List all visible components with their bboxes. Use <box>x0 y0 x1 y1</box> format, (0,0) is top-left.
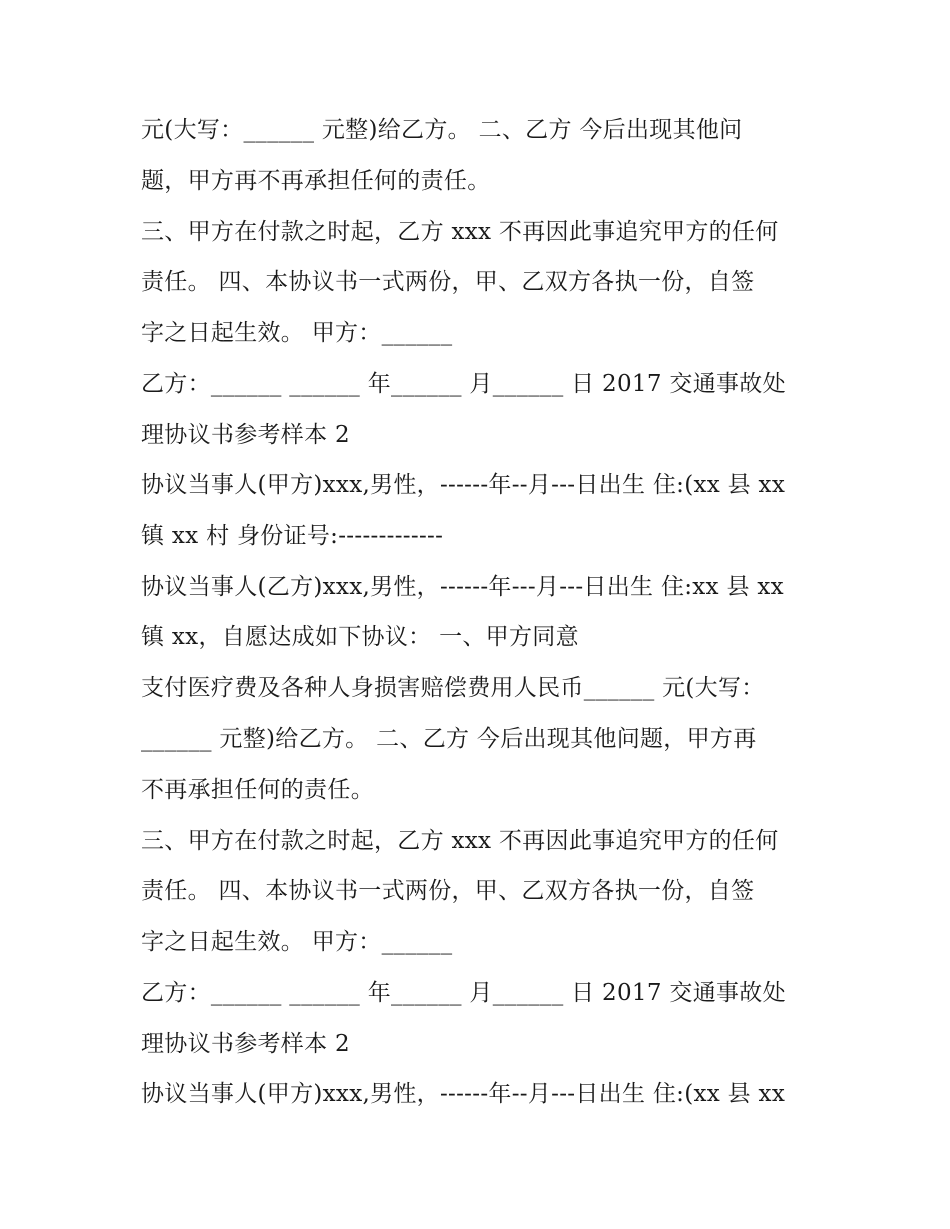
text-line: 理协议书参考样本 2 <box>141 422 350 448</box>
text-line: 镇 xx 村 身份证号:------------- <box>141 523 444 549</box>
text-line: 协议当事人(甲方)xxx,男性，------年--月---日出生 住:(xx 县 xx <box>141 1081 786 1107</box>
text-line: 责任。 四、本协议书一式两份，甲、乙双方各执一份，自签 <box>141 269 755 295</box>
text-line: 题，甲方再不再承担任何的责任。 <box>141 168 491 194</box>
text-line: 三、甲方在付款之时起，乙方 xxx 不再因此事追究甲方的任何 <box>141 219 779 245</box>
text-line: 理协议书参考样本 2 <box>141 1031 350 1057</box>
text-line: 协议当事人(甲方)xxx,男性，------年--月---日出生 住:(xx 县 xx <box>141 472 786 498</box>
text-line: 乙方：______ ______ 年______ 月______ 日 2017 交通事故处 <box>141 980 786 1006</box>
text-line: 字之日起生效。 甲方：______ <box>141 320 453 346</box>
text-line: 元(大写：______ 元整)给乙方。 二、乙方 今后出现其他问 <box>141 117 743 143</box>
text-line: 不再承担任何的责任。 <box>141 777 374 803</box>
text-line: 责任。 四、本协议书一式两份，甲、乙双方各执一份，自签 <box>141 878 755 904</box>
text-line: ______ 元整)给乙方。 二、乙方 今后出现其他问题，甲方再 <box>141 726 757 752</box>
text-line: 字之日起生效。 甲方：______ <box>141 929 453 955</box>
text-line: 乙方：______ ______ 年______ 月______ 日 2017 交通事故处 <box>141 371 786 397</box>
text-line: 镇 xx，自愿达成如下协议： 一、甲方同意 <box>141 624 579 650</box>
text-line: 协议当事人(乙方)xxx,男性，------年---月---日出生 住:xx 县 xx <box>141 574 784 600</box>
text-line: 支付医疗费及各种人身损害赔偿费用人民币______ 元(大写： <box>141 675 765 701</box>
text-line: 三、甲方在付款之时起，乙方 xxx 不再因此事追究甲方的任何 <box>141 828 779 854</box>
